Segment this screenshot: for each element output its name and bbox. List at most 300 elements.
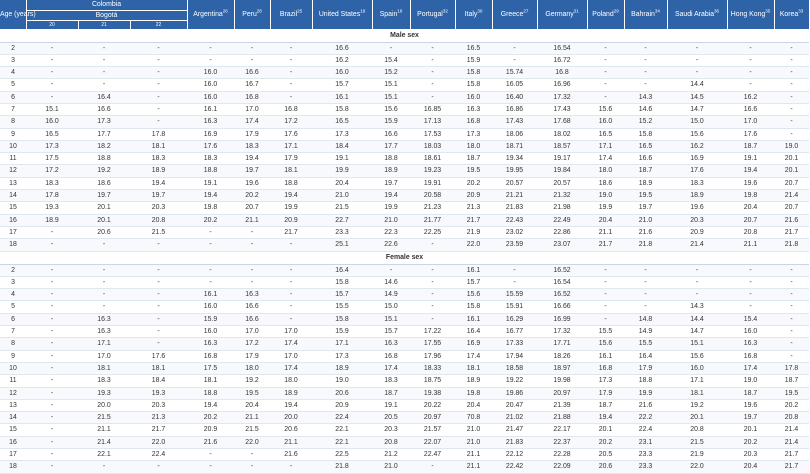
table-cell: 14.7: [667, 326, 727, 338]
table-cell: 16.1: [187, 289, 234, 301]
table-cell: 19.17: [537, 153, 587, 165]
table-cell: 16.0: [312, 67, 372, 79]
table-cell: -: [130, 239, 187, 251]
table-cell: 16.5: [587, 128, 624, 140]
table-cell: -: [26, 226, 78, 238]
table-cell: -: [774, 42, 809, 54]
age-cell: 3: [0, 54, 26, 66]
table-cell: -: [187, 42, 234, 54]
table-cell: -: [78, 239, 130, 251]
table-cell: 18.7: [587, 399, 624, 411]
table-cell: 17.8: [774, 362, 809, 374]
table-cell: -: [774, 67, 809, 79]
table-cell: 18.7: [372, 387, 410, 399]
table-cell: -: [587, 67, 624, 79]
table-cell: 17.9: [587, 387, 624, 399]
table-cell: 18.1: [270, 165, 312, 177]
table-cell: -: [372, 264, 410, 276]
table-row: [0, 202, 809, 214]
table-cell: 20.97: [410, 412, 455, 424]
table-cell: 15.7: [372, 326, 410, 338]
bogota-header: Bogotá: [26, 10, 187, 20]
table-cell: 21.5: [667, 436, 727, 448]
table-cell: 15.59: [492, 289, 537, 301]
table-cell: 16.77: [492, 326, 537, 338]
table-row: [0, 54, 809, 66]
table-cell: -: [774, 276, 809, 288]
table-cell: 17.6: [667, 165, 727, 177]
table-cell: 21.1: [78, 424, 130, 436]
table-cell: 22.7: [312, 214, 372, 226]
table-row: [0, 153, 809, 165]
table-cell: 17.0: [270, 326, 312, 338]
table-cell: 17.3: [312, 128, 372, 140]
table-cell: 18.1: [455, 362, 492, 374]
table-cell: -: [234, 54, 270, 66]
table-cell: -: [372, 42, 410, 54]
table-cell: 16.6: [727, 103, 774, 115]
table-cell: 15.74: [492, 67, 537, 79]
table-cell: 18.9: [455, 375, 492, 387]
table-cell: 17.13: [410, 116, 455, 128]
table-cell: -: [667, 264, 727, 276]
table-cell: -: [270, 289, 312, 301]
table-cell: 18.0: [455, 140, 492, 152]
table-cell: 19.9: [372, 202, 410, 214]
table-cell: 15.4: [727, 313, 774, 325]
table-cell: 20.2: [187, 214, 234, 226]
table-cell: -: [624, 79, 667, 91]
table-cell: 15.6: [667, 128, 727, 140]
table-cell: 17.9: [234, 128, 270, 140]
table-cell: 19.1: [312, 153, 372, 165]
table-cell: 17.6: [727, 128, 774, 140]
table-cell: 16.8: [270, 103, 312, 115]
table-cell: -: [26, 326, 78, 338]
table-cell: 20.5: [372, 412, 410, 424]
table-cell: 14.7: [667, 103, 727, 115]
table-cell: 17.4: [270, 338, 312, 350]
table-cell: 19.6: [667, 202, 727, 214]
table-cell: 18.02: [537, 128, 587, 140]
table-cell: 17.4: [455, 350, 492, 362]
table-cell: 16.1: [455, 313, 492, 325]
table-cell: 15.1: [372, 91, 410, 103]
table-row: [0, 128, 809, 140]
table-cell: 20.3: [727, 449, 774, 461]
table-cell: -: [187, 276, 234, 288]
table-cell: 19.6: [727, 177, 774, 189]
table-cell: -: [624, 67, 667, 79]
table-row: [0, 276, 809, 288]
table-cell: 19.4: [130, 177, 187, 189]
age-cell: 17: [0, 449, 26, 461]
table-cell: -: [774, 54, 809, 66]
table-cell: 19.2: [667, 399, 727, 411]
table-cell: 19.5: [774, 387, 809, 399]
table-row: [0, 449, 809, 461]
table-cell: -: [667, 42, 727, 54]
table-cell: 22.0: [667, 461, 727, 473]
table-cell: 16.8: [727, 350, 774, 362]
table-cell: -: [587, 289, 624, 301]
table-cell: 20.3: [130, 202, 187, 214]
table-cell: 17.33: [492, 338, 537, 350]
table-cell: -: [774, 301, 809, 313]
table-cell: 16.8: [537, 67, 587, 79]
table-cell: -: [78, 54, 130, 66]
table-cell: -: [26, 276, 78, 288]
table-cell: 18.9: [667, 190, 727, 202]
table-cell: -: [26, 387, 78, 399]
table-cell: 20.7: [774, 202, 809, 214]
table-cell: 16.3: [187, 338, 234, 350]
table-cell: 21.83: [492, 202, 537, 214]
table-cell: 15.8: [455, 67, 492, 79]
table-cell: -: [667, 276, 727, 288]
table-row: [0, 190, 809, 202]
table-cell: 17.32: [537, 91, 587, 103]
table-body: [0, 29, 809, 473]
table-row: [0, 387, 809, 399]
table-cell: 22.86: [537, 226, 587, 238]
table-cell: 16.05: [492, 79, 537, 91]
country-header: Brazil$^{25}$: [270, 0, 312, 29]
table-cell: 21.47: [492, 424, 537, 436]
age-cell: 13: [0, 177, 26, 189]
table-cell: 16.4: [78, 91, 130, 103]
table-cell: 18.7: [727, 140, 774, 152]
table-cell: 22.4: [312, 412, 372, 424]
table-cell: -: [727, 79, 774, 91]
table-cell: -: [270, 276, 312, 288]
table-cell: -: [26, 289, 78, 301]
table-cell: 19.4: [270, 399, 312, 411]
table-cell: -: [187, 54, 234, 66]
table-cell: 18.4: [312, 140, 372, 152]
table-cell: -: [667, 67, 727, 79]
table-cell: 20.57: [537, 177, 587, 189]
table-cell: 15.8: [455, 301, 492, 313]
table-cell: 15.2: [624, 116, 667, 128]
table-cell: 18.4: [130, 375, 187, 387]
table-cell: 16.96: [537, 79, 587, 91]
table-cell: -: [26, 54, 78, 66]
table-cell: 14.4: [667, 313, 727, 325]
table-cell: -: [410, 301, 455, 313]
table-cell: 21.7: [774, 449, 809, 461]
table-cell: 20.97: [537, 387, 587, 399]
table-cell: -: [774, 350, 809, 362]
table-cell: 16.3: [455, 103, 492, 115]
age-cell: 7: [0, 326, 26, 338]
table-cell: 17.4: [234, 116, 270, 128]
table-cell: -: [492, 276, 537, 288]
table-cell: 19.2: [234, 375, 270, 387]
table-cell: 18.9: [26, 214, 78, 226]
table-cell: -: [774, 128, 809, 140]
table-cell: 20.5: [587, 449, 624, 461]
table-cell: 25.1: [312, 239, 372, 251]
table-cell: 23.07: [537, 239, 587, 251]
table-cell: 19.7: [372, 177, 410, 189]
table-row: [0, 326, 809, 338]
country-header: Greece$^{27}$: [492, 0, 537, 29]
table-cell: 16.86: [492, 103, 537, 115]
table-cell: 22.0: [234, 436, 270, 448]
table-cell: 19.9: [624, 387, 667, 399]
table-cell: 15.1: [372, 79, 410, 91]
age-cell: 6: [0, 91, 26, 103]
table-cell: -: [26, 449, 78, 461]
table-cell: 19.38: [410, 387, 455, 399]
table-cell: 21.6: [624, 226, 667, 238]
table-cell: 21.4: [774, 436, 809, 448]
table-cell: 22.49: [537, 214, 587, 226]
age-cell: 9: [0, 350, 26, 362]
table-cell: -: [78, 289, 130, 301]
table-cell: 21.9: [667, 449, 727, 461]
age-cell: 18: [0, 461, 26, 473]
table-cell: 21.0: [372, 214, 410, 226]
table-cell: -: [130, 313, 187, 325]
table-cell: 16.3: [234, 289, 270, 301]
table-cell: 16.3: [78, 326, 130, 338]
table-cell: 14.9: [372, 289, 410, 301]
table-cell: 20.2: [455, 177, 492, 189]
table-cell: -: [78, 301, 130, 313]
table-cell: 70.8: [455, 412, 492, 424]
table-cell: 21.3: [455, 202, 492, 214]
table-row: [0, 399, 809, 411]
table-cell: 21.0: [624, 214, 667, 226]
table-cell: 16.6: [234, 301, 270, 313]
table-cell: 20.47: [492, 399, 537, 411]
table-cell: 20.6: [270, 424, 312, 436]
table-cell: -: [187, 461, 234, 473]
country-header: Korea$^{33}$: [774, 0, 809, 29]
table-cell: 21.5: [130, 226, 187, 238]
table-cell: 21.8: [624, 239, 667, 251]
table-cell: 16.6: [78, 103, 130, 115]
table-cell: 17.32: [537, 326, 587, 338]
table-cell: 15.7: [312, 289, 372, 301]
table-cell: -: [130, 116, 187, 128]
table-cell: 15.8: [312, 313, 372, 325]
table-cell: 20.0: [270, 412, 312, 424]
table-cell: 18.0: [234, 362, 270, 374]
country-header: Peru$^{28}$: [234, 0, 270, 29]
table-cell: 20.58: [410, 190, 455, 202]
table-cell: 17.0: [234, 103, 270, 115]
table-cell: -: [492, 42, 537, 54]
table-cell: 21.1: [234, 214, 270, 226]
table-cell: -: [492, 264, 537, 276]
table-cell: 21.7: [130, 424, 187, 436]
age-cell: 2: [0, 264, 26, 276]
table-cell: 15.6: [372, 103, 410, 115]
table-cell: 23.1: [624, 436, 667, 448]
table-cell: 16.2: [312, 54, 372, 66]
table-cell: 19.4: [270, 190, 312, 202]
table-cell: 18.6: [78, 177, 130, 189]
table-cell: 19.34: [492, 153, 537, 165]
age-cell: 4: [0, 289, 26, 301]
table-cell: -: [774, 103, 809, 115]
table-cell: -: [234, 239, 270, 251]
table-cell: 16.9: [187, 128, 234, 140]
table-row: [0, 375, 809, 387]
colombia-header: Colombia: [26, 0, 187, 10]
age-cell: 12: [0, 387, 26, 399]
table-cell: 22.4: [624, 424, 667, 436]
table-cell: 15.0: [667, 116, 727, 128]
colombia-ref-header: 22: [130, 20, 187, 29]
table-cell: -: [187, 449, 234, 461]
table-cell: 23.02: [492, 226, 537, 238]
table-cell: -: [727, 289, 774, 301]
table-cell: 18.9: [270, 387, 312, 399]
table-cell: -: [587, 276, 624, 288]
table-cell: 16.5: [624, 140, 667, 152]
table-cell: 22.25: [410, 226, 455, 238]
table-cell: 18.1: [187, 375, 234, 387]
table-cell: 15.5: [624, 338, 667, 350]
table-cell: 17.9: [270, 153, 312, 165]
table-cell: 16.85: [410, 103, 455, 115]
table-cell: 21.6: [187, 436, 234, 448]
table-cell: -: [187, 239, 234, 251]
table-cell: 20.1: [78, 214, 130, 226]
table-cell: 20.2: [727, 436, 774, 448]
table-cell: -: [410, 91, 455, 103]
table-cell: 16.4: [455, 326, 492, 338]
age-cell: 4: [0, 67, 26, 79]
table-cell: 20.6: [78, 226, 130, 238]
table-cell: -: [492, 54, 537, 66]
table-cell: 14.6: [624, 103, 667, 115]
table-cell: 21.3: [130, 412, 187, 424]
table-cell: 18.1: [78, 362, 130, 374]
table-cell: 19.7: [130, 190, 187, 202]
table-cell: 16.52: [537, 289, 587, 301]
table-cell: 21.57: [410, 424, 455, 436]
table-cell: -: [727, 276, 774, 288]
table-cell: 21.4: [78, 436, 130, 448]
table-cell: 22.1: [312, 436, 372, 448]
table-cell: -: [130, 301, 187, 313]
table-cell: 22.1: [312, 424, 372, 436]
table-cell: 15.7: [312, 79, 372, 91]
table-cell: 20.4: [312, 177, 372, 189]
table-cell: -: [78, 42, 130, 54]
table-row: [0, 264, 809, 276]
table-cell: 22.1: [78, 449, 130, 461]
table-cell: -: [587, 91, 624, 103]
table-cell: -: [587, 301, 624, 313]
table-cell: 16.1: [187, 103, 234, 115]
table-cell: 22.07: [410, 436, 455, 448]
table-cell: -: [727, 264, 774, 276]
table-cell: 20.8: [667, 424, 727, 436]
table-cell: 16.8: [455, 116, 492, 128]
table-cell: 21.7: [774, 226, 809, 238]
table-cell: 17.6: [187, 140, 234, 152]
table-cell: 19.4: [372, 190, 410, 202]
table-cell: 22.47: [410, 449, 455, 461]
table-row: [0, 436, 809, 448]
table-cell: -: [624, 301, 667, 313]
table-cell: 15.1: [26, 103, 78, 115]
table-cell: -: [234, 226, 270, 238]
table-cell: 19.7: [78, 190, 130, 202]
table-cell: 20.3: [130, 399, 187, 411]
table-cell: 20.1: [667, 412, 727, 424]
table-cell: 19.86: [492, 387, 537, 399]
table-cell: 18.8: [187, 165, 234, 177]
table-cell: 15.9: [372, 116, 410, 128]
table-cell: 21.4: [774, 190, 809, 202]
table-cell: 18.9: [312, 362, 372, 374]
colombia-ref-header: 20: [26, 20, 78, 29]
table-cell: 17.4: [587, 153, 624, 165]
table-cell: 18.58: [492, 362, 537, 374]
table-cell: 23.59: [492, 239, 537, 251]
age-cell: 14: [0, 412, 26, 424]
table-cell: 21.21: [492, 190, 537, 202]
table-cell: 19.7: [234, 165, 270, 177]
table-cell: 22.12: [492, 449, 537, 461]
table-cell: 16.0: [187, 79, 234, 91]
table-cell: 15.8: [624, 128, 667, 140]
table-cell: 20.2: [774, 399, 809, 411]
table-cell: 18.9: [624, 177, 667, 189]
table-cell: 17.43: [537, 103, 587, 115]
table-cell: 17.8: [130, 128, 187, 140]
table-cell: 15.9: [312, 326, 372, 338]
table-cell: 15.6: [587, 338, 624, 350]
table-cell: 16.0: [187, 326, 234, 338]
table-cell: -: [624, 276, 667, 288]
table-cell: -: [270, 42, 312, 54]
table-cell: 22.28: [537, 449, 587, 461]
table-cell: 15.2: [372, 67, 410, 79]
table-row: [0, 301, 809, 313]
table-cell: -: [26, 42, 78, 54]
table-cell: 21.0: [455, 424, 492, 436]
table-cell: 16.4: [624, 350, 667, 362]
table-cell: 17.4: [372, 362, 410, 374]
table-cell: 16.9: [455, 338, 492, 350]
table-cell: 21.39: [537, 399, 587, 411]
country-header: Germany$^{31}$: [537, 0, 587, 29]
table-cell: -: [270, 239, 312, 251]
age-cell: 6: [0, 313, 26, 325]
table-cell: -: [270, 91, 312, 103]
table-cell: 16.0: [455, 91, 492, 103]
table-cell: 17.3: [587, 375, 624, 387]
table-cell: -: [130, 91, 187, 103]
table-cell: 19.3: [78, 387, 130, 399]
table-cell: 21.7: [455, 214, 492, 226]
table-cell: 19.8: [727, 190, 774, 202]
table-cell: 21.77: [410, 214, 455, 226]
table-cell: -: [26, 239, 78, 251]
table-cell: 21.1: [234, 412, 270, 424]
table-cell: 15.91: [492, 301, 537, 313]
table-cell: -: [624, 54, 667, 66]
table-cell: -: [410, 239, 455, 251]
